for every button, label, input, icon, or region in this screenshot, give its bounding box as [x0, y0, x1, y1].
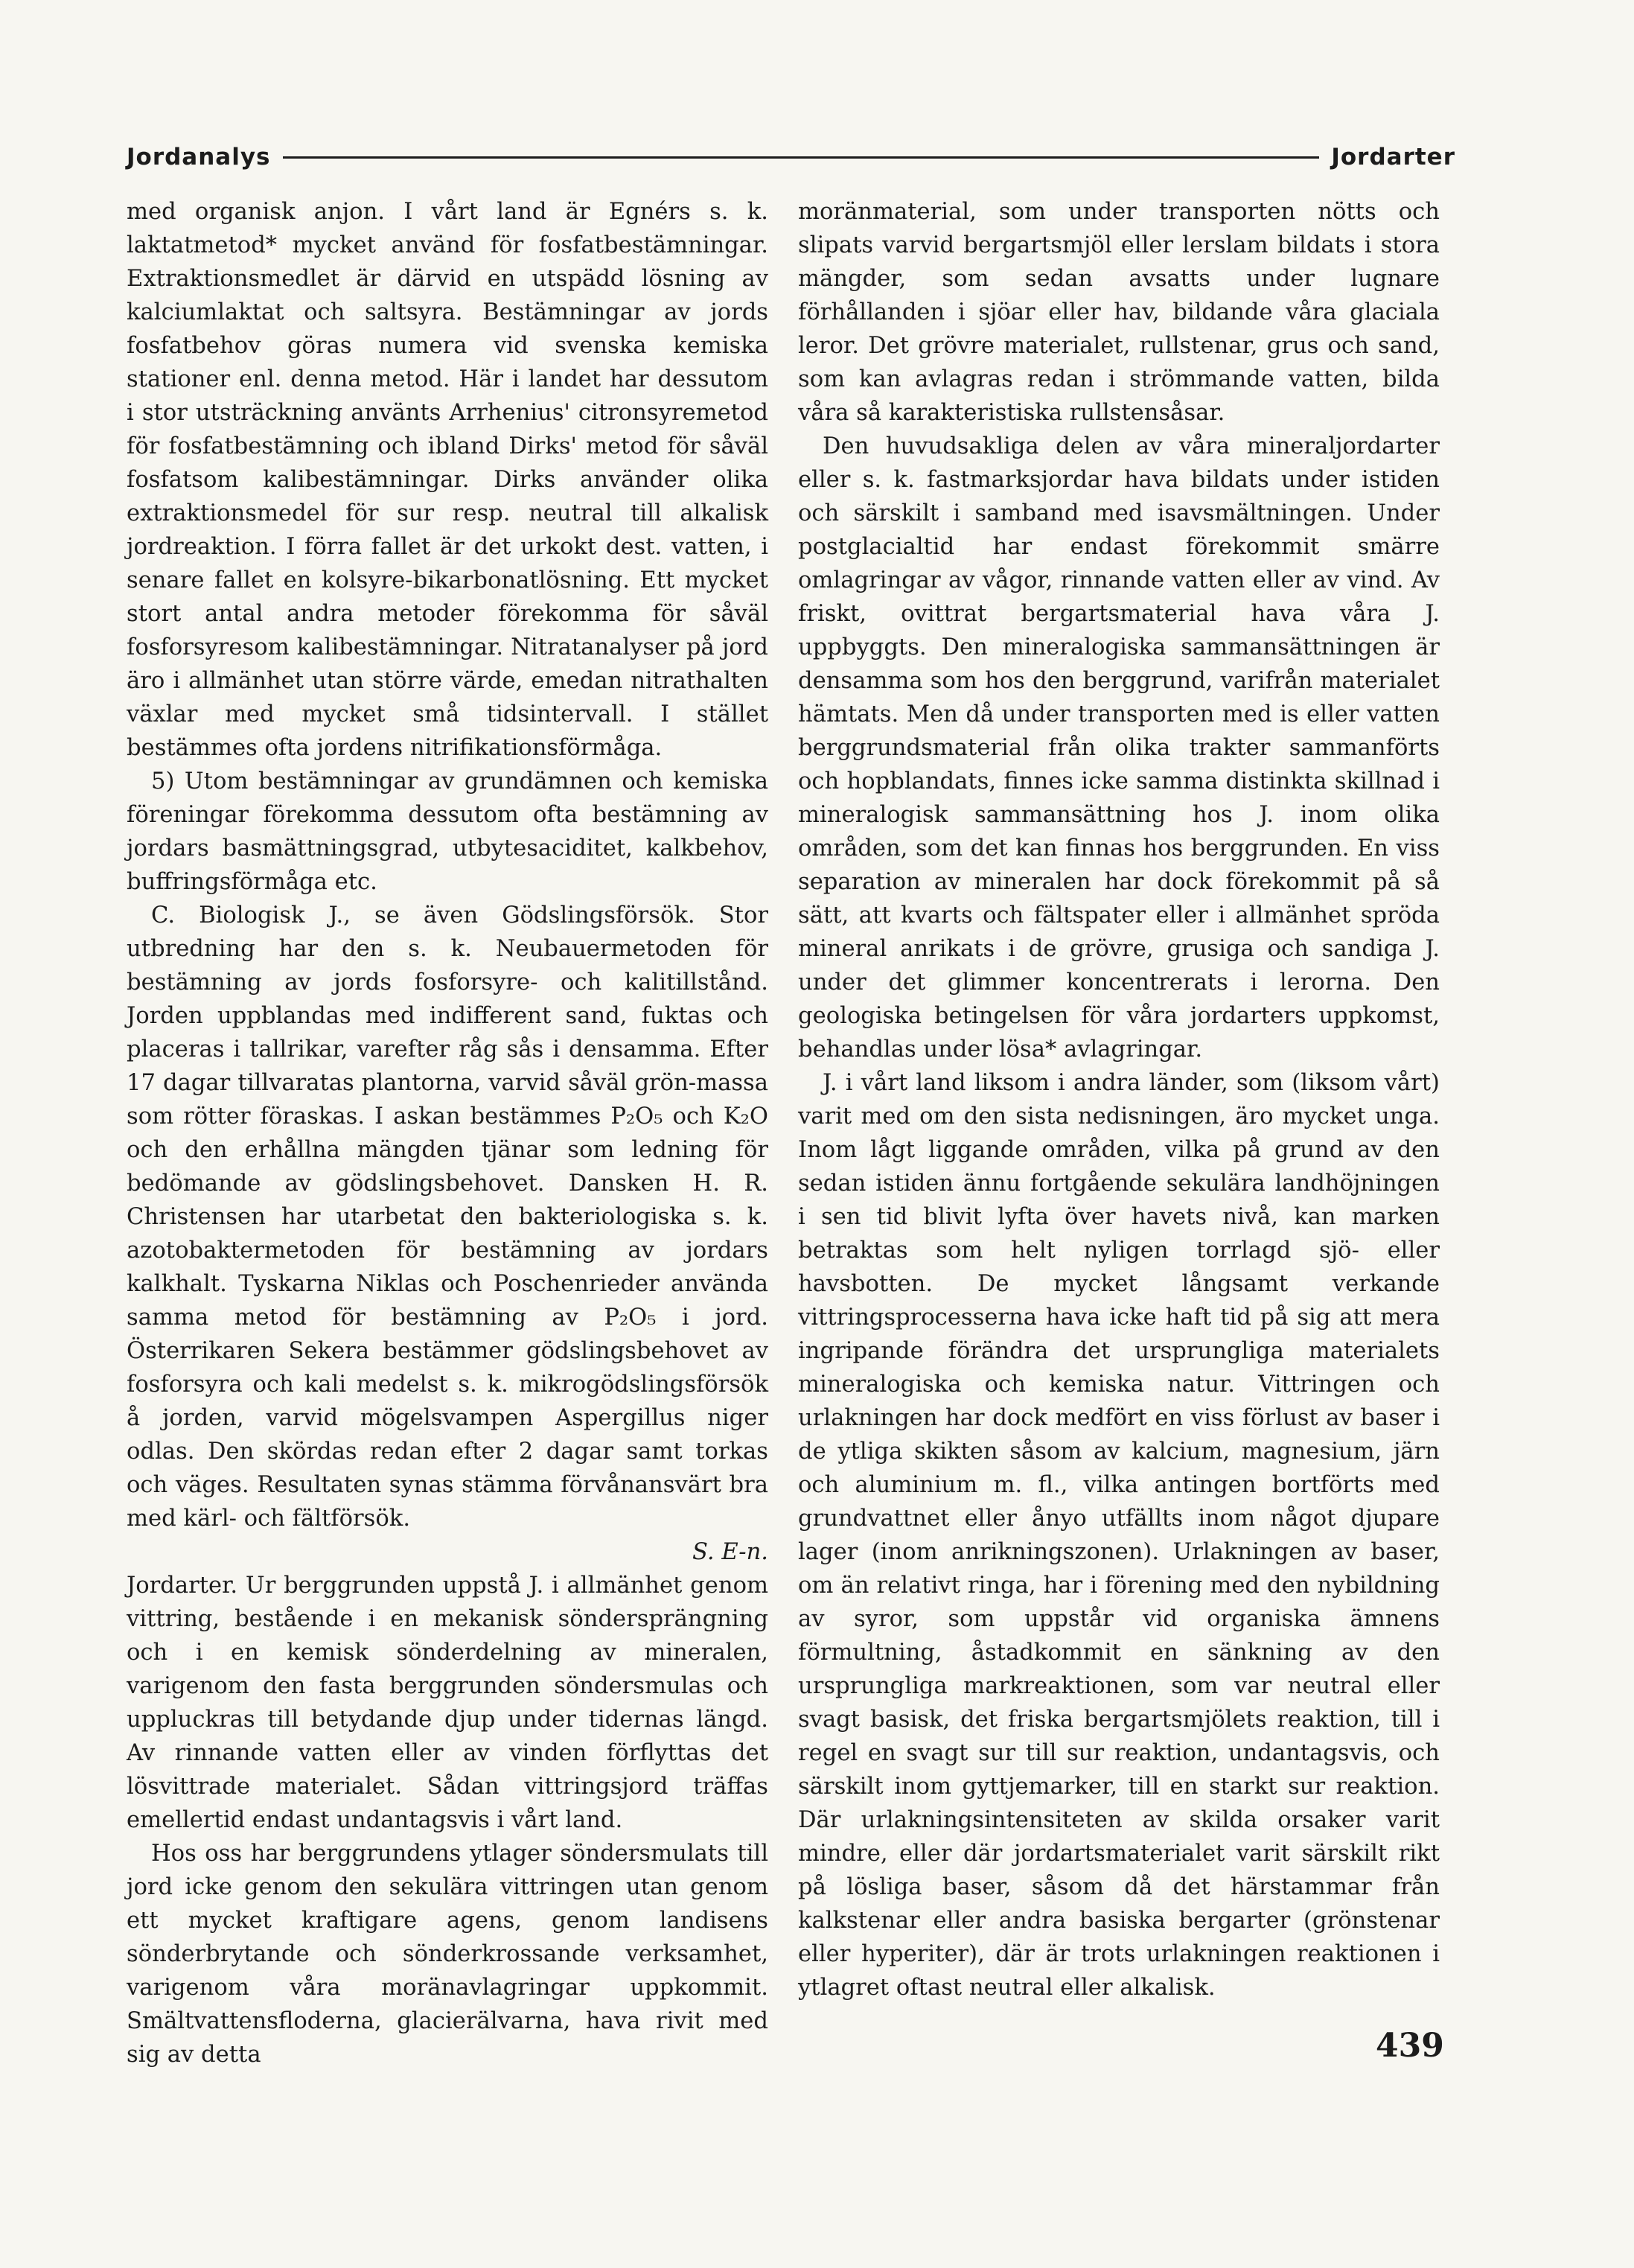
right-column — [798, 195, 1440, 2004]
paragraph: C. Biologisk J., se även Gödslingsförsök. Stor utbredning har den s. k. Neubauermetoden för bestämning av jords fosforsyre- och kalitillstånd. Jorden uppblandas med indifferent sand, fuktas och placeras i tallrikar, varefter råg sås i densamma. Efter 17 dagar tillvaratas plantorna, varvid såväl grön-massa som rötter föraskas. I askan bestämmes P₂O₅ och K₂O och den erhållna mängden tjänar som ledning för bedömande av gödslingsbehovet. Dansken H. R. Christensen har utarbetat den bakteriologiska s. k. azotobaktermetoden för bestämning av jordars kalkhalt. Tyskarna Niklas och Poschenrieder använda samma metod för bestämning av P₂O₅ i jord. Österrikaren Sekera bestämmer gödslingsbehovet av fosforsyra och kali medelst s. k. mikrogödslingsförsök å jorden, varvid mögelsvampen Aspergillus niger odlas. Den skördas redan efter 2 dagar samt torkas och väges. Resultaten synas stämma förvånansvärt bra med kärl- och fältförsök. — [127, 902, 768, 1532]
page-number: 439 — [1376, 2027, 1444, 2065]
header-rule — [283, 156, 1320, 159]
entry-paragraph: Jordarter. Ur berggrunden uppstå J. i allmänhet genom vittring, bestående i en mekanisk söndersprängning och i en kemisk sönderdelning av mineralen, varigenom den fasta berggrunden söndersmulas och uppluckras till betydande djup under tidernas längd. Av rinnande vatten eller av vinden förflyttas det lösvittrade materialet. Sådan vittringsjord träffas emellertid endast undantagsvis i vårt land. — [127, 1573, 768, 1833]
paragraph: J. i vårt land liksom i andra länder, som (liksom vårt) varit med om den sista nedisningen, äro mycket unga. Inom lågt liggande områden, vilka på grund av den sedan istiden ännu fortgående sekulära landhöjningen i sen tid blivit lyfta över havets nivå, kan marken betraktas som helt nyligen torrlagd sjö- eller havsbotten. De mycket långsamt verkande vittringsprocesserna hava icke haft tid på sig att mera ingripande förändra det ursprungliga materialets mineralogiska och kemiska natur. Vittringen och urlakningen har dock medfört en viss förlust av baser i de ytliga skikten såsom av kalcium, magnesium, järn och aluminium m. fl., vilka antingen bortförts med grundvattnet eller ånyo utfällts inom något djupare lager (inom anrikningszonen). Urlakningen av baser, om än relativt ringa, har i förening med den nybildning av syror, som uppstår vid organiska ämnens förmultning, åstadkommit en sänkning av den ursprungliga markreaktionen, som var neutral eller svagt basisk, det friska bergartsmjölets reaktion, till i regel en svagt sur till sur reaktion, undantagsvis, och särskilt inom gyttjemarker, till en starkt sur reaktion. Där urlakningsintensiteten av skilda orsaker varit mindre, eller där jordartsmaterialet varit särskilt rikt på lösliga baser, såsom då det härstammar från kalkstenar eller andra basiska bergarter (grönstenar eller hyperiter), där är trots urlakningen reaktionen i ytlagret oftast neutral eller alkalisk. — [798, 1070, 1440, 2001]
header-left-title: Jordanalys — [127, 144, 271, 171]
paragraph: 5) Utom bestämningar av grundämnen och kemiska föreningar förekomma dessutom ofta bestämning av jordars basmättningsgrad, utbytesaciditet, kalkbehov, buffringsförmåga etc. — [127, 768, 768, 895]
running-header — [127, 140, 1455, 174]
author-signature: S. E-n. — [692, 1539, 768, 1565]
header-right-title: Jordarter — [1331, 144, 1455, 171]
left-column — [127, 195, 768, 2071]
paragraph: moränmaterial, som under transporten nötts och slipats varvid bergartsmjöl eller lerslam bildats i stora mängder, som sedan avsatts under lugnare förhållanden i sjöar eller hav, bildande våra glaciala leror. Det grövre materialet, rullstenar, grus och sand, som kan avlagras redan i strömmande vatten, bilda våra så karakteristiska rullstensåsar. — [798, 199, 1440, 426]
paragraph: med organisk anjon. I vårt land är Egnérs s. k. laktatmetod* mycket använd för fosfatbestämningar. Extraktionsmedlet är därvid en utspädd lösning av kalciumlaktat och saltsyra. Bestämningar av jords fosfatbehov göras numera vid svenska kemiska stationer enl. denna metod. Här i landet har dessutom i stor utsträckning använts Arrhenius' citronsyremetod för fosfatbestämning och ibland Dirks' metod för såväl fosfatsom kalibestämningar. Dirks använder olika extraktionsmedel för sur resp. neutral till alkalisk jordreaktion. I förra fallet är det urkokt dest. vatten, i senare fallet en kolsyre-bikarbonatlösning. Ett mycket stort antal andra metoder förekomma för såväl fosforsyresom kalibestämningar. Nitratanalyser på jord äro i allmänhet utan större värde, emedan nitrathalten växlar med mycket små tidsintervall. I stället bestämmes ofta jordens nitrifikationsförmåga. — [127, 199, 768, 761]
paragraph: Den huvudsakliga delen av våra mineraljordarter eller s. k. fastmarksjordar hava bildats under istiden och särskilt i samband med isavsmältningen. Under postglacialtid har endast förekommit smärre omlagringar av vågor, rinnande vatten eller av vind. Av friskt, ovittrat bergartsmaterial hava våra J. uppbyggts. Den mineralogiska sammansättningen är densamma som hos den berggrund, varifrån materialet hämtats. Men då under transporten med is eller vatten berggrundsmaterial från olika trakter sammanförts och hopblandats, finnes icke samma distinkta skillnad i mineralogisk sammansättning hos J. inom olika områden, som det kan finnas hos berggrunden. En viss separation av mineralen har dock förekommit på så sätt, att kvarts och fältspater eller i allmänhet spröda mineral anrikats i de grövre, grusiga och sandiga J. under det glimmer koncentrerats i lerorna. Den geologiska betingelsen för våra jordarters uppkomst, behandlas under lösa* avlagringar. — [798, 433, 1440, 1063]
paragraph: Hos oss har berggrundens ytlager söndersmulats till jord icke genom den sekulära vittringen utan genom ett mycket kraftigare agens, genom landisens sönderbrytande och sönderkrossande verksamhet, varigenom våra moränavlagringar uppkommit. Smältvattensfloderna, glacierälvarna, hava rivit med sig av detta — [127, 1841, 768, 2068]
